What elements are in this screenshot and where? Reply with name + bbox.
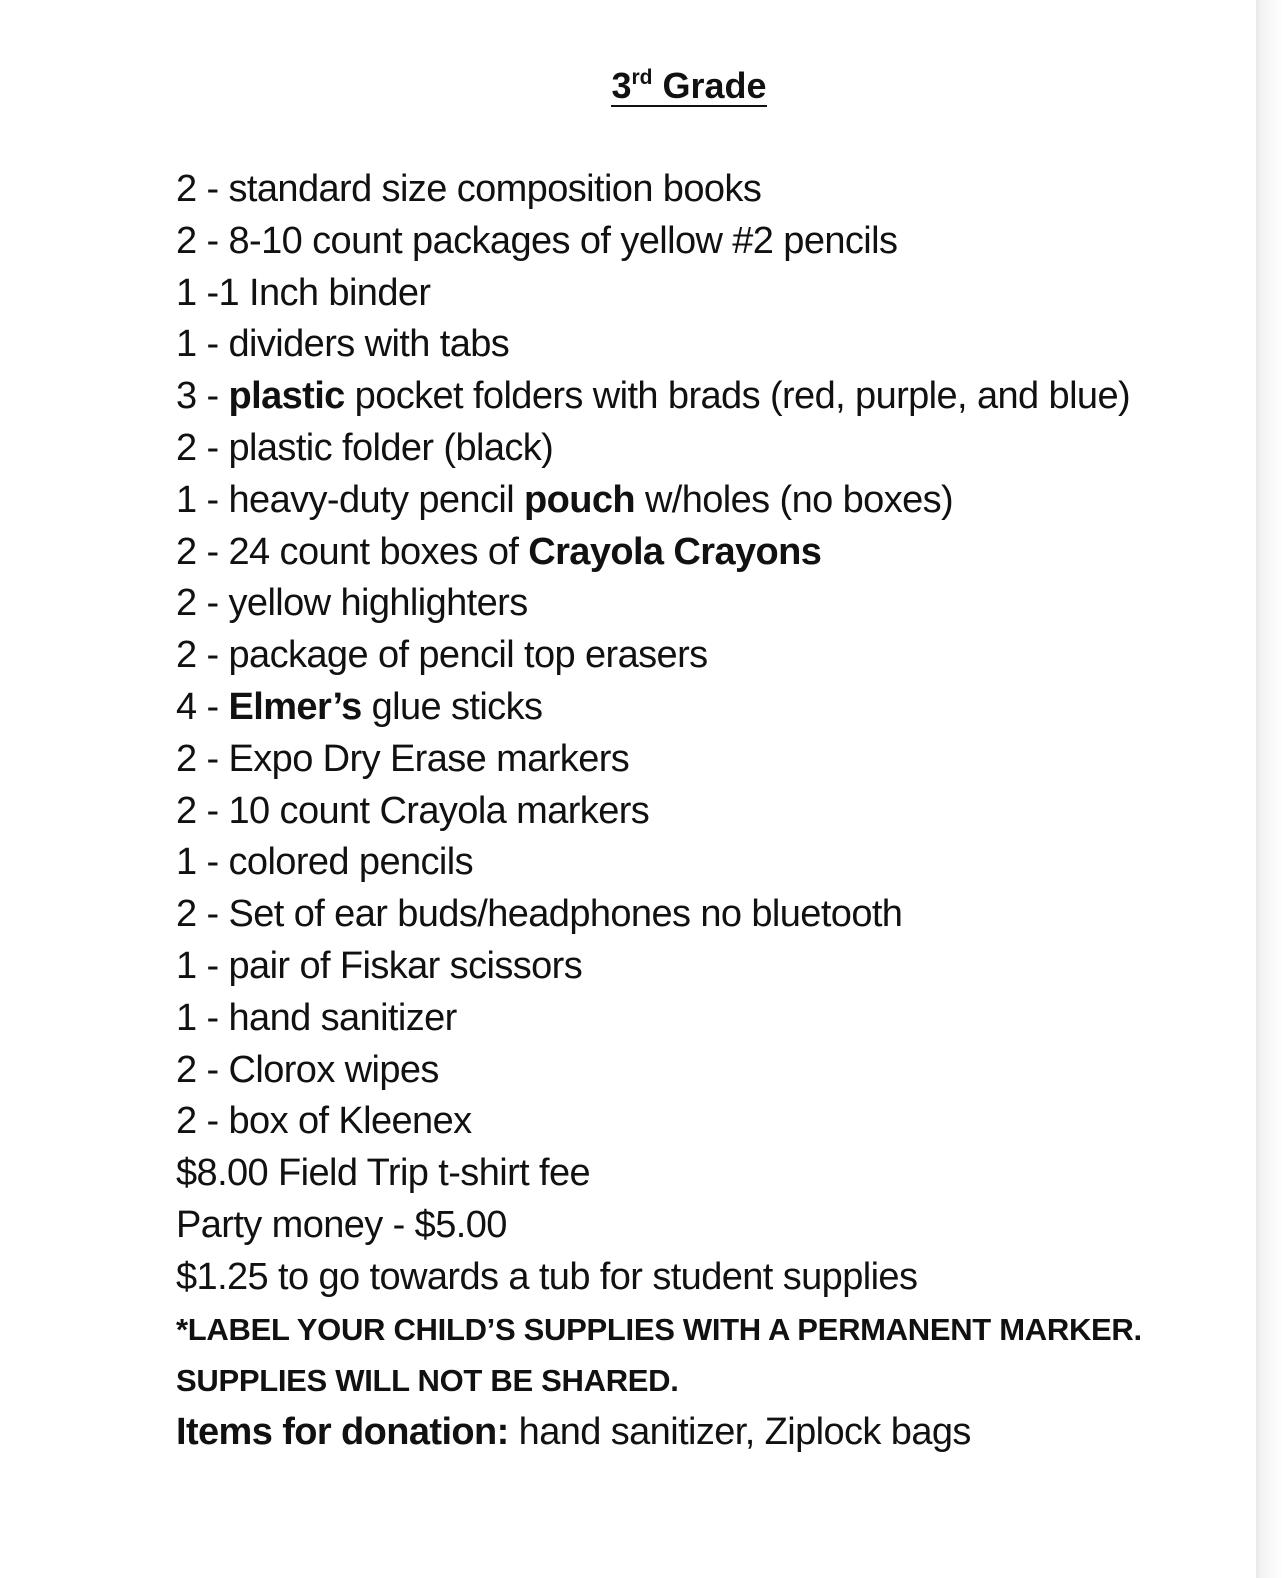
title-text: Grade (652, 65, 767, 106)
item-quantity: 4 - (176, 685, 229, 728)
item-text: colored pencils (228, 841, 473, 884)
item-text: box of Kleenex (228, 1100, 472, 1143)
item-text: pocket folders with brads (red, purple, and blue) (344, 375, 1131, 418)
title-number: 3 (611, 65, 632, 106)
item-quantity: 2 - (176, 1100, 229, 1143)
item-quantity: 2 - (176, 168, 229, 210)
page-edge (1256, 0, 1284, 1578)
item-quantity: 2 - (176, 789, 229, 832)
list-item (176, 941, 1236, 993)
item-text: standard size composition books (228, 168, 762, 210)
donation-label: Items for donation: (176, 1411, 509, 1454)
supply-list (176, 164, 1236, 1459)
item-text: Clorox wipes (228, 1048, 439, 1091)
item-quantity: 2 - (176, 737, 229, 780)
item-text: Expo Dry Erase markers (228, 737, 630, 780)
item-text: 1 Inch binder (218, 271, 431, 314)
item-quantity: 2 - (176, 582, 229, 625)
list-item (176, 423, 1236, 475)
item-text: dividers with tabs (228, 323, 510, 366)
item-quantity: 1 - (176, 996, 229, 1039)
item-quantity: 2 - (176, 426, 229, 469)
list-item (176, 475, 1236, 527)
item-bold-text: Crayola Crayons (528, 530, 822, 573)
item-bold-text: plastic (228, 375, 345, 418)
item-text: package of pencil top erasers (228, 634, 708, 677)
list-item (176, 371, 1236, 423)
list-item (176, 268, 1236, 320)
list-item (176, 837, 1236, 889)
item-quantity: 2 - (176, 530, 229, 573)
list-item (176, 1045, 1236, 1097)
item-text: Set of ear buds/headphones no bluetooth (228, 893, 903, 936)
item-text: glue sticks (361, 685, 543, 728)
item-quantity: 2 - (176, 1048, 229, 1091)
item-bold-text: Elmer’s (228, 685, 362, 728)
item-quantity: 2 - (176, 893, 229, 936)
title-superscript: rd (631, 66, 653, 89)
list-item (176, 527, 1236, 579)
list-item (176, 889, 1236, 941)
list-item (176, 734, 1236, 786)
item-quantity: 2 - (176, 634, 229, 677)
item-text: pair of Fiskar scissors (228, 944, 583, 987)
item-quantity: 3 - (176, 375, 229, 418)
item-text: w/holes (no boxes) (634, 478, 954, 521)
donation-line (176, 1407, 1236, 1459)
item-text: plastic folder (black) (228, 426, 554, 469)
list-item (176, 682, 1236, 734)
item-bold-text: pouch (524, 478, 635, 521)
item-text: heavy-duty pencil (228, 478, 524, 521)
item-text: hand sanitizer (228, 996, 457, 1039)
list-item (176, 164, 1236, 216)
list-item (176, 786, 1236, 838)
item-text: 8-10 count packages of yellow #2 pencils (228, 219, 898, 262)
list-item (176, 630, 1236, 682)
page-title (0, 64, 1284, 108)
item-quantity: 1 - (176, 323, 229, 366)
list-item (176, 216, 1236, 268)
item-text: 10 count Crayola markers (228, 789, 650, 832)
item-quantity: 2 - (176, 219, 229, 262)
item-quantity: 1 - (176, 944, 229, 987)
item-text: 24 count boxes of (228, 530, 529, 573)
list-item (176, 1096, 1236, 1148)
list-item (176, 319, 1236, 371)
item-text: yellow highlighters (228, 582, 528, 625)
sharing-notice: SUPPLIES WILL NOT BE SHARED. (176, 1363, 679, 1399)
item-quantity: 1 - (176, 271, 219, 314)
item-quantity: 1 - (176, 841, 229, 884)
list-item (176, 578, 1236, 630)
donation-items: hand sanitizer, Ziplock bags (508, 1411, 971, 1454)
item-quantity: 1 - (176, 478, 229, 521)
fee-line: Party money - $5.00 (176, 1203, 507, 1246)
fee-line: $8.00 Field Trip t-shirt fee (176, 1152, 591, 1195)
fee-line: $1.25 to go towards a tub for student supplies (176, 1255, 918, 1298)
list-item (176, 993, 1236, 1045)
label-notice: *LABEL YOUR CHILD’S SUPPLIES WITH A PERMANENT MARKER. (176, 1311, 1142, 1347)
